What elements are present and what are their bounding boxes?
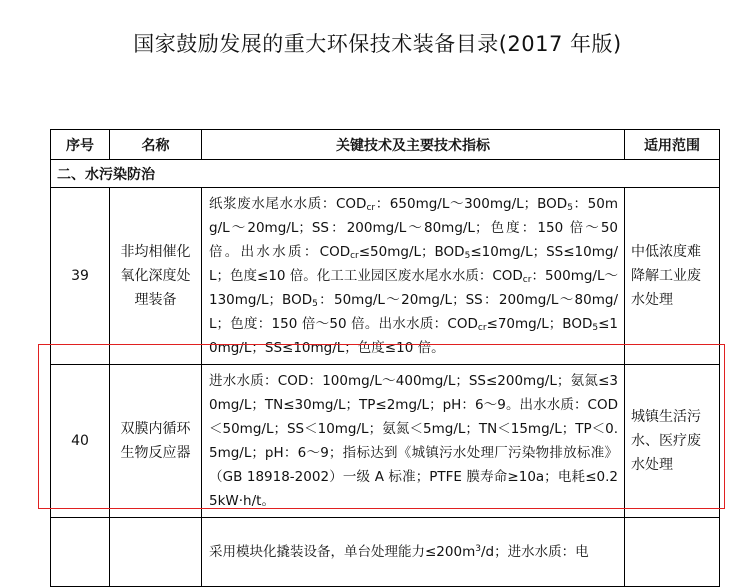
table-row	[51, 365, 720, 518]
header-number: 序号	[51, 130, 110, 160]
technical-details: 纸浆废水尾水水质：$COD_{cr}$：650mg/L～300mg/L；$BOD_5$：50mg/L～20mg/L；SS：200mg/L～80mg/L；色度：150 倍～50 倍。出水水质：$COD_{cr}\le 50mg/L$；$BOD_5\le 10mg/L$；SS≤10mg/L；色度≤10 倍。化工工业园区废水尾水水质：$COD_{cr}$：500mg/L～130mg/L；$BOD_5$：50mg/L～20mg/L；SS：200mg/L～80mg/L；色度：150 倍～50 倍。出水水质：$COD_{cr}\le 70mg/L$；$BOD_5\le 10mg/L$；SS≤10mg/L；色度≤10 倍。	[202, 188, 625, 365]
equipment-name: 双膜内循环生物反应器	[110, 365, 202, 518]
document-title: 国家鼓励发展的重大环保技术装备目录(2017 年版)	[133, 32, 622, 56]
row-number: 39	[51, 188, 110, 365]
application-scope	[625, 518, 720, 587]
section-row	[51, 160, 720, 188]
application-scope: 中低浓度难降解工业废水处理	[625, 188, 720, 365]
header-scope: 适用范围	[625, 130, 720, 160]
equipment-name	[110, 518, 202, 587]
equipment-name: 非均相催化氧化深度处理装备	[110, 188, 202, 365]
header-details: 关键技术及主要技术指标	[202, 130, 625, 160]
table-row	[51, 188, 720, 365]
header-name: 名称	[110, 130, 202, 160]
table-row	[51, 518, 720, 587]
equipment-catalog-table	[50, 129, 720, 587]
row-number	[51, 518, 110, 587]
row-number: 40	[51, 365, 110, 518]
application-scope: 城镇生活污水、医疗废水处理	[625, 365, 720, 518]
technical-details: 进水水质：COD：100mg/L～400mg/L；SS≤200mg/L；氨氮≤30mg/L；TN≤30mg/L；TP≤2mg/L；pH：6～9。出水水质：COD＜50mg/L；SS＜10mg/L；氨氮＜5mg/L；TN＜15mg/L；TP＜0.5mg/L；pH：6～9；指标达到《城镇污水处理厂污染物排放标准》（GB 18918-2002）一级 A 标准；PTFE 膜寿命≥10a；电耗≤0.25kW·h/t。	[202, 365, 625, 518]
header-row	[51, 130, 720, 160]
section-label: 二、水污染防治	[51, 160, 720, 188]
technical-details: 采用模块化撬装设备，单台处理能力$\le 200m^3/d$；进水水质：电	[202, 518, 625, 587]
